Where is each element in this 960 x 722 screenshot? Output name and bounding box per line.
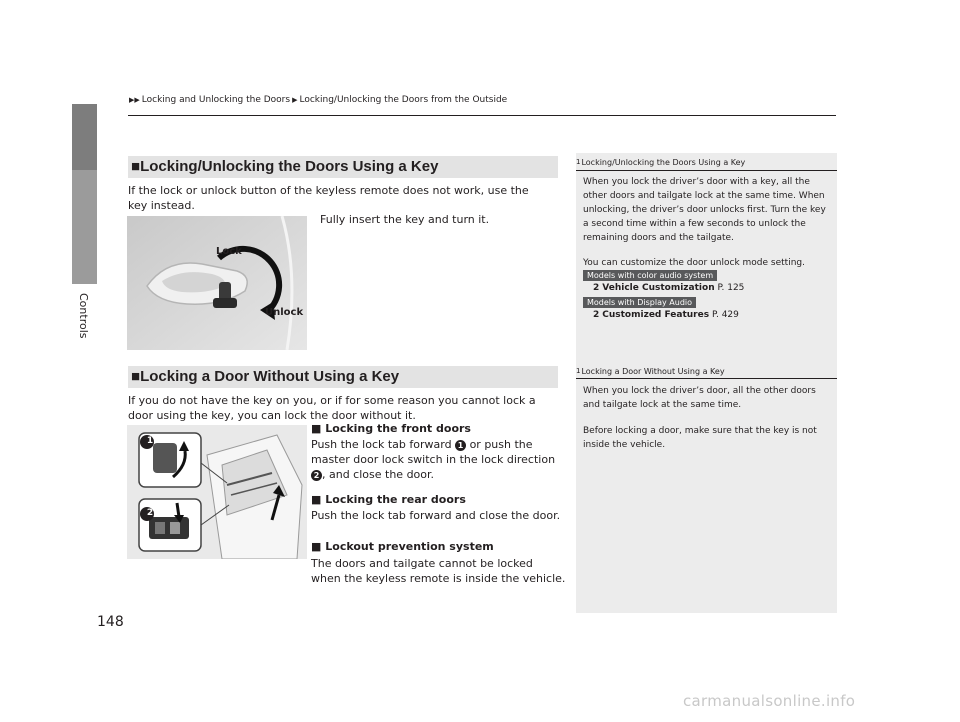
chapter-tab-highlight [72,104,97,170]
ref-title: Customized Features [602,310,710,320]
note2-text1: When you lock the driver’s door, all the other doors and tailgate lock at the same time. [583,386,816,410]
subhead-lockout [311,540,494,553]
ref-title: Vehicle Customization [602,283,715,293]
header-rule [128,115,836,116]
note-rule [576,378,837,379]
watermark: carmanualsonline.info [683,692,856,710]
section-marker: ■ [131,368,141,385]
note1-text2: You can customize the door unlock mode setting. [583,258,805,268]
figure-step-2: 2 [146,508,154,518]
ref-arrow-icon: 2 [593,310,600,320]
figure-label-lock: Lock [216,246,242,257]
note-number: 1 [576,367,581,375]
note-number: 1 [576,158,581,166]
front-doors-text [311,437,561,482]
subhead-text: Locking the rear doors [325,493,466,506]
front-text-part2: or push the master door lock switch in the lock direction [311,438,556,466]
subhead-marker: ■ [311,422,322,435]
note1-text1: When you lock the driver’s door with a key, all the other doors and tailgate lock at the same time. When unlocking, the driver’s door unlocks first. Turn the key a second time within a few seconds to unlock the remaining doors and the tailgate. [583,177,826,243]
section-heading-text: Locking/Unlocking the Doors Using a Key [140,158,439,175]
breadcrumb-item-1[interactable]: Locking and Unlocking the Doors [141,95,291,105]
front-text-part3: , and close the door. [322,468,435,481]
key-lock-illustration [127,216,307,350]
note-title-without-key [576,367,725,376]
note-title-text: Locking/Unlocking the Doors Using a Key [581,158,746,167]
model-badge-color-audio: Models with color audio system [583,270,717,281]
figure-label-unlock: Unlock [265,307,304,318]
subhead-rear-doors [311,493,466,506]
subhead-front-doors [311,422,471,435]
rear-doors-text: Push the lock tab forward and close the door. [311,509,561,522]
section2-intro: If you do not have the key on you, or if for some reason you cannot lock a door using the key, you can lock the door without it. [128,394,536,422]
note2-text2: Before locking a door, make sure that the key is not inside the vehicle. [583,426,817,450]
page-number: 148 [97,614,124,630]
subhead-text: Locking the front doors [325,422,471,435]
cross-ref-customized-features[interactable] [593,310,739,320]
subhead-marker: ■ [311,540,322,553]
section-marker: ■ [131,158,141,175]
section1-intro: If the lock or unlock button of the keyless remote does not work, use the key instead. [128,184,529,212]
step-2-icon: 2 [311,470,322,481]
section1-instruction: Fully insert the key and turn it. [320,213,490,226]
breadcrumb [129,95,507,105]
breadcrumb-arrow-icon: ▶▶ [129,96,140,104]
section-heading-without-key [128,366,558,388]
breadcrumb-arrow-icon: ▶ [292,96,298,104]
section-heading-key [128,156,558,178]
ref-page: P. 125 [717,283,745,293]
note-rule [576,170,837,171]
breadcrumb-item-2[interactable]: Locking/Unlocking the Doors from the Outside [299,95,508,105]
key-lock-figure [127,216,307,350]
figure-step-1: 1 [146,436,154,446]
ref-page: P. 429 [711,310,739,320]
cross-ref-vehicle-customization[interactable] [593,283,744,293]
subhead-marker: ■ [311,493,322,506]
front-text-part1: Push the lock tab forward [311,438,452,451]
chapter-label: Controls [77,293,90,339]
subhead-text: Lockout prevention system [325,540,494,553]
lockout-text: The doors and tailgate cannot be locked when the keyless remote is inside the vehicle. [311,557,566,585]
model-badge-display-audio: Models with Display Audio [583,297,696,308]
step-1-icon: 1 [455,440,466,451]
section-heading-text: Locking a Door Without Using a Key [140,368,400,385]
ref-arrow-icon: 2 [593,283,600,293]
note-title-key [576,158,745,167]
note-title-text: Locking a Door Without Using a Key [581,367,725,376]
